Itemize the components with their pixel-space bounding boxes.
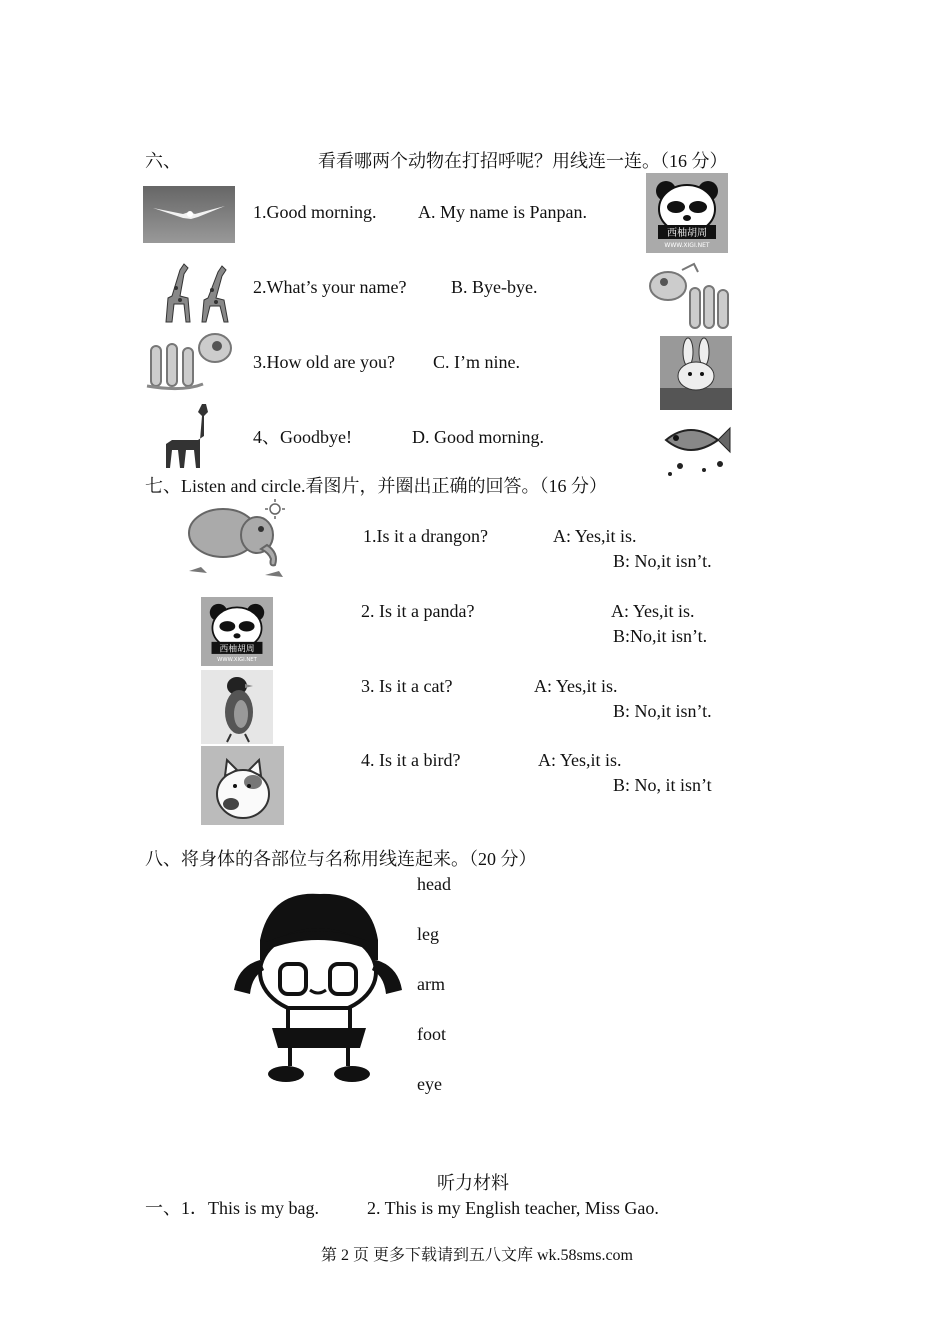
sec6-title: 看看哪两个动物在打招呼呢？用线连一连。（16 分） (318, 151, 728, 171)
sec7-question: 4. Is it a bird? (361, 750, 461, 770)
sec7-title: 七、Listen and circle.看图片，并圈出正确的回答。（16 分） (145, 476, 607, 496)
listening-line: 2. This is my English teacher, Miss Gao. (367, 1198, 659, 1218)
girl-image (230, 890, 405, 1085)
body-part-label: head (417, 874, 451, 894)
sec6-answer: D. Good morning. (412, 427, 544, 447)
listening-line: 一、1．This is my bag. (145, 1198, 319, 1218)
sec7-question: 3. Is it a cat? (361, 676, 453, 696)
page-footer: 第 2 页 更多下载请到五八文库 wk.58sms.com (321, 1247, 634, 1264)
svg-text:西柚胡周: 西柚胡周 (667, 228, 707, 239)
sec7-option-yes: A: Yes,it is. (553, 526, 637, 546)
cat-image (201, 746, 284, 825)
sec7-option-no: B: No,it isn’t. (613, 701, 712, 721)
rabbit-image (660, 336, 732, 410)
sec7-question: 1.Is it a drangon? (363, 526, 488, 546)
sec6-question: 4、Goodbye! (253, 427, 352, 447)
sec6-question: 1.Good morning. (253, 202, 377, 222)
sec7-option-no: B: No, it isn’t (613, 775, 712, 795)
listening-title: 听力材料 (437, 1173, 509, 1193)
svg-text:WWW.XIGI.NET: WWW.XIGI.NET (664, 242, 710, 249)
fish-image (660, 410, 732, 482)
body-part-label: eye (417, 1074, 442, 1094)
llama-image (158, 400, 216, 470)
seagull-image (143, 186, 235, 243)
elephant-image (183, 497, 291, 579)
dragon-left-image (143, 326, 239, 394)
bird-image (201, 670, 273, 744)
sec7-option-no: B:No,it isn’t. (613, 626, 708, 646)
panda-image-2 (201, 597, 273, 666)
giraffes-image (158, 258, 236, 324)
sec7-option-no: B: No,it isn’t. (613, 551, 712, 571)
sec6-answer: C. I’m nine. (433, 352, 520, 372)
body-part-label: arm (417, 974, 445, 994)
sec7-question: 2. Is it a panda? (361, 601, 475, 621)
sec6-question: 2.What’s your name? (253, 277, 407, 297)
panda-image (646, 173, 728, 253)
sec6-number: 六、 (145, 151, 181, 171)
dragon-right-image (646, 260, 736, 334)
svg-text:WWW.XIGI.NET: WWW.XIGI.NET (217, 656, 257, 663)
svg-text:西柚胡周: 西柚胡周 (219, 644, 255, 655)
sec6-question: 3.How old are you? (253, 352, 395, 372)
sec7-option-yes: A: Yes,it is. (538, 750, 622, 770)
sec7-option-yes: A: Yes,it is. (611, 601, 695, 621)
sec6-answer: B. Bye-bye. (451, 277, 538, 297)
sec7-option-yes: A: Yes,it is. (534, 676, 618, 696)
sec8-title: 八、将身体的各部位与名称用线连起来。（20 分） (145, 849, 537, 869)
body-part-label: leg (417, 924, 439, 944)
sec6-answer: A. My name is Panpan. (418, 202, 587, 222)
body-part-label: foot (417, 1024, 446, 1044)
